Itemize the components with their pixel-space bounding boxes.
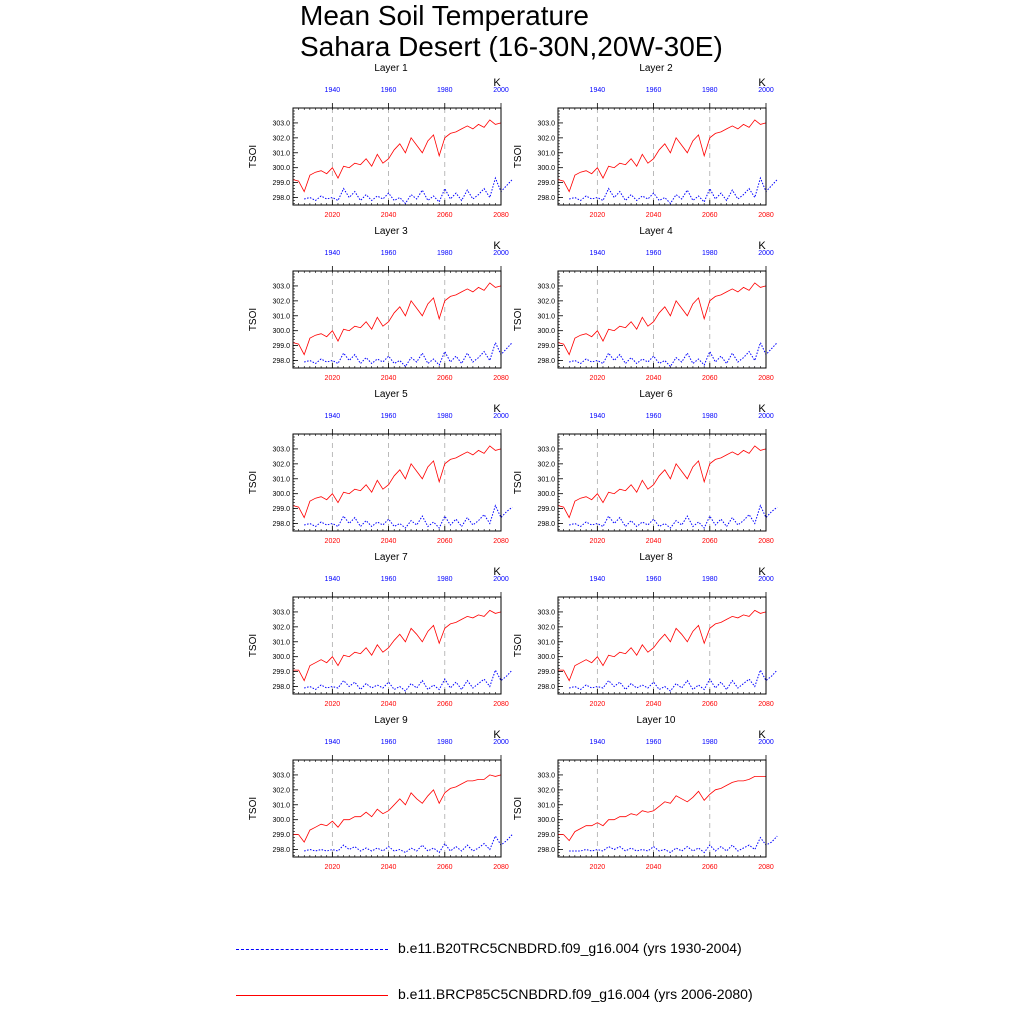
y-tick-label: 299.0 xyxy=(272,180,290,188)
y-tick-label: 303.0 xyxy=(272,120,290,128)
y-tick-label: 298.0 xyxy=(272,521,290,529)
y-tick-label: 301.0 xyxy=(537,639,555,647)
panel-title: Layer 4 xyxy=(639,226,673,237)
y-tick-label: 300.0 xyxy=(272,328,290,336)
units-label: K xyxy=(493,77,501,89)
x-tick-label-bottom: 2060 xyxy=(701,375,718,382)
y-axis-label: TSOI xyxy=(513,144,524,169)
y-tick-label: 301.0 xyxy=(537,802,555,810)
series-line-future xyxy=(558,283,766,355)
units-label: K xyxy=(758,77,766,89)
y-axis-label: TSOI xyxy=(513,307,524,332)
y-tick-label: 299.0 xyxy=(272,832,290,840)
x-tick-label-bottom: 2060 xyxy=(436,538,453,545)
y-tick-label: 303.0 xyxy=(272,446,290,454)
x-tick-label-top: 1980 xyxy=(436,576,453,583)
x-tick-label-top: 1960 xyxy=(380,87,397,94)
panel-title: Layer 8 xyxy=(639,552,673,563)
series-line-historical xyxy=(304,178,512,203)
plot-frame xyxy=(558,108,766,205)
x-tick-label-top: 2000 xyxy=(493,250,509,257)
series-line-future xyxy=(558,120,766,192)
series-line-historical xyxy=(304,506,512,528)
x-tick-label-top: 1940 xyxy=(589,576,606,583)
y-tick-label: 302.0 xyxy=(272,298,290,306)
y-tick-label: 301.0 xyxy=(272,476,290,484)
x-tick-label-top: 1980 xyxy=(701,87,718,94)
plot-frame xyxy=(293,597,501,694)
x-tick-label-top: 1940 xyxy=(589,250,606,257)
panel-title: Layer 10 xyxy=(636,715,676,726)
units-label: K xyxy=(493,403,501,415)
x-tick-label-bottom: 2060 xyxy=(436,375,453,382)
y-tick-label: 299.0 xyxy=(272,343,290,351)
x-tick-label-top: 2000 xyxy=(758,739,774,746)
y-axis-label: TSOI xyxy=(248,307,259,332)
x-tick-label-top: 1980 xyxy=(701,413,718,420)
x-tick-label-bottom: 2020 xyxy=(589,212,606,219)
x-tick-label-bottom: 2060 xyxy=(701,701,718,708)
legend-line-future xyxy=(236,995,388,996)
y-tick-label: 299.0 xyxy=(537,343,555,351)
y-tick-label: 303.0 xyxy=(272,772,290,780)
legend-label-historical: b.e11.B20TRC5CNBDRD.f09_g16.004 (yrs 1930-2004) xyxy=(398,940,742,956)
y-tick-label: 298.0 xyxy=(537,684,555,692)
y-tick-label: 302.0 xyxy=(537,624,555,632)
x-tick-label-top: 1960 xyxy=(380,250,397,257)
x-tick-label-top: 1940 xyxy=(324,576,341,583)
y-axis-label: TSOI xyxy=(513,470,524,495)
y-axis-label: TSOI xyxy=(248,144,259,169)
x-tick-label-bottom: 2080 xyxy=(493,701,509,708)
x-tick-label-bottom: 2020 xyxy=(324,864,341,871)
panel-title: Layer 6 xyxy=(639,389,673,400)
x-tick-label-top: 1940 xyxy=(589,413,606,420)
y-tick-label: 300.0 xyxy=(537,165,555,173)
y-tick-label: 298.0 xyxy=(537,358,555,366)
y-tick-label: 299.0 xyxy=(537,832,555,840)
y-tick-label: 301.0 xyxy=(537,150,555,158)
chart-title-line2: Sahara Desert (16-30N,20W-30E) xyxy=(300,31,723,62)
x-tick-label-top: 1940 xyxy=(324,250,341,257)
x-tick-label-top: 1980 xyxy=(701,739,718,746)
y-tick-label: 302.0 xyxy=(272,135,290,143)
series-line-historical xyxy=(569,670,777,691)
legend-line-historical xyxy=(236,949,388,950)
x-tick-label-top: 2000 xyxy=(493,739,509,746)
y-tick-label: 300.0 xyxy=(537,491,555,499)
plot-frame xyxy=(558,271,766,368)
x-tick-label-top: 1960 xyxy=(645,250,662,257)
x-tick-label-bottom: 2020 xyxy=(589,375,606,382)
x-tick-label-top: 1980 xyxy=(436,250,453,257)
panel-title: Layer 3 xyxy=(374,226,408,237)
x-tick-label-bottom: 2080 xyxy=(493,864,509,871)
x-tick-label-top: 1980 xyxy=(701,576,718,583)
x-tick-label-top: 1940 xyxy=(324,87,341,94)
y-tick-label: 300.0 xyxy=(537,817,555,825)
y-tick-label: 303.0 xyxy=(272,609,290,617)
y-tick-label: 299.0 xyxy=(272,669,290,677)
x-tick-label-bottom: 2040 xyxy=(645,375,662,382)
y-tick-label: 303.0 xyxy=(537,609,555,617)
series-line-future xyxy=(293,610,501,680)
y-tick-label: 302.0 xyxy=(537,787,555,795)
x-tick-label-bottom: 2020 xyxy=(324,701,341,708)
y-tick-label: 298.0 xyxy=(272,195,290,203)
series-line-future xyxy=(558,446,766,518)
panel-title: Layer 1 xyxy=(374,63,408,74)
y-tick-label: 301.0 xyxy=(272,802,290,810)
y-axis-label: TSOI xyxy=(248,796,259,821)
y-tick-label: 301.0 xyxy=(537,313,555,321)
x-tick-label-bottom: 2040 xyxy=(645,212,662,219)
x-tick-label-top: 2000 xyxy=(758,250,774,257)
series-line-historical xyxy=(569,506,777,528)
x-tick-label-bottom: 2040 xyxy=(645,864,662,871)
series-line-future xyxy=(293,283,501,355)
plot-frame xyxy=(558,434,766,531)
y-axis-label: TSOI xyxy=(513,633,524,658)
series-line-future xyxy=(293,775,501,842)
x-tick-label-bottom: 2080 xyxy=(758,375,774,382)
y-tick-label: 298.0 xyxy=(272,358,290,366)
plot-frame xyxy=(293,760,501,857)
x-tick-label-bottom: 2040 xyxy=(380,375,397,382)
plot-frame xyxy=(558,597,766,694)
y-tick-label: 303.0 xyxy=(537,120,555,128)
chart-title-line1: Mean Soil Temperature xyxy=(300,0,589,31)
x-tick-label-top: 1960 xyxy=(645,576,662,583)
y-tick-label: 303.0 xyxy=(537,772,555,780)
plot-frame xyxy=(293,108,501,205)
plot-frame xyxy=(293,434,501,531)
x-tick-label-top: 1980 xyxy=(701,250,718,257)
y-tick-label: 300.0 xyxy=(272,654,290,662)
y-tick-label: 299.0 xyxy=(272,506,290,514)
series-line-historical xyxy=(304,670,512,691)
x-tick-label-bottom: 2080 xyxy=(493,538,509,545)
x-tick-label-bottom: 2020 xyxy=(589,864,606,871)
series-line-future xyxy=(293,446,501,518)
units-label: K xyxy=(493,729,501,741)
series-line-historical xyxy=(569,836,777,852)
x-tick-label-top: 1960 xyxy=(380,576,397,583)
y-tick-label: 300.0 xyxy=(537,654,555,662)
x-tick-label-top: 1980 xyxy=(436,87,453,94)
x-tick-label-top: 2000 xyxy=(758,576,774,583)
x-tick-label-bottom: 2060 xyxy=(701,212,718,219)
units-label: K xyxy=(493,240,501,252)
y-tick-label: 303.0 xyxy=(537,283,555,291)
units-label: K xyxy=(758,566,766,578)
series-line-historical xyxy=(304,343,512,367)
series-line-future xyxy=(558,610,766,680)
x-tick-label-top: 1980 xyxy=(436,739,453,746)
panel-title: Layer 7 xyxy=(374,552,408,563)
y-tick-label: 300.0 xyxy=(537,328,555,336)
x-tick-label-bottom: 2040 xyxy=(380,212,397,219)
x-tick-label-bottom: 2020 xyxy=(589,538,606,545)
series-line-historical xyxy=(304,835,512,853)
x-tick-label-bottom: 2020 xyxy=(324,538,341,545)
y-axis-label: TSOI xyxy=(248,470,259,495)
plot-frame xyxy=(558,760,766,857)
y-tick-label: 302.0 xyxy=(537,461,555,469)
y-tick-label: 302.0 xyxy=(272,461,290,469)
y-tick-label: 303.0 xyxy=(272,283,290,291)
x-tick-label-bottom: 2040 xyxy=(380,538,397,545)
x-tick-label-bottom: 2080 xyxy=(493,212,509,219)
x-tick-label-top: 1960 xyxy=(380,413,397,420)
x-tick-label-top: 1960 xyxy=(645,739,662,746)
x-tick-label-bottom: 2060 xyxy=(436,212,453,219)
panel-title: Layer 9 xyxy=(374,715,408,726)
y-tick-label: 298.0 xyxy=(537,195,555,203)
legend-label-future: b.e11.BRCP85C5CNBDRD.f09_g16.004 (yrs 2006-2080) xyxy=(398,986,753,1002)
y-tick-label: 298.0 xyxy=(537,847,555,855)
x-tick-label-top: 2000 xyxy=(493,413,509,420)
y-tick-label: 299.0 xyxy=(537,180,555,188)
x-tick-label-bottom: 2080 xyxy=(758,212,774,219)
x-tick-label-bottom: 2060 xyxy=(701,538,718,545)
y-tick-label: 300.0 xyxy=(272,817,290,825)
x-tick-label-bottom: 2060 xyxy=(436,701,453,708)
x-tick-label-top: 2000 xyxy=(493,87,509,94)
x-tick-label-bottom: 2040 xyxy=(380,864,397,871)
x-tick-label-bottom: 2060 xyxy=(436,864,453,871)
y-tick-label: 300.0 xyxy=(272,491,290,499)
y-tick-label: 302.0 xyxy=(272,624,290,632)
x-tick-label-top: 2000 xyxy=(758,87,774,94)
y-tick-label: 301.0 xyxy=(537,476,555,484)
y-axis-label: TSOI xyxy=(513,796,524,821)
x-tick-label-top: 1940 xyxy=(589,87,606,94)
x-tick-label-top: 1960 xyxy=(645,87,662,94)
x-tick-label-top: 1980 xyxy=(436,413,453,420)
plot-frame xyxy=(293,271,501,368)
x-tick-label-bottom: 2080 xyxy=(493,375,509,382)
y-tick-label: 301.0 xyxy=(272,639,290,647)
x-tick-label-top: 1940 xyxy=(324,413,341,420)
units-label: K xyxy=(493,566,501,578)
panel-title: Layer 2 xyxy=(639,63,673,74)
y-tick-label: 298.0 xyxy=(272,684,290,692)
panel-title: Layer 5 xyxy=(374,389,408,400)
x-tick-label-top: 2000 xyxy=(493,576,509,583)
x-tick-label-bottom: 2020 xyxy=(324,212,341,219)
units-label: K xyxy=(758,240,766,252)
x-tick-label-bottom: 2040 xyxy=(380,701,397,708)
y-tick-label: 301.0 xyxy=(272,313,290,321)
y-tick-label: 302.0 xyxy=(537,135,555,143)
y-tick-label: 299.0 xyxy=(537,669,555,677)
series-line-historical xyxy=(569,343,777,367)
x-tick-label-top: 2000 xyxy=(758,413,774,420)
y-tick-label: 298.0 xyxy=(537,521,555,529)
series-line-future xyxy=(293,120,501,192)
units-label: K xyxy=(758,403,766,415)
x-tick-label-top: 1940 xyxy=(589,739,606,746)
x-tick-label-bottom: 2080 xyxy=(758,701,774,708)
y-tick-label: 301.0 xyxy=(272,150,290,158)
series-line-historical xyxy=(569,178,777,203)
x-tick-label-bottom: 2060 xyxy=(701,864,718,871)
y-axis-label: TSOI xyxy=(248,633,259,658)
y-tick-label: 303.0 xyxy=(537,446,555,454)
x-tick-label-bottom: 2020 xyxy=(324,375,341,382)
x-tick-label-bottom: 2040 xyxy=(645,701,662,708)
series-line-future xyxy=(558,776,766,840)
x-tick-label-bottom: 2020 xyxy=(589,701,606,708)
x-tick-label-bottom: 2080 xyxy=(758,538,774,545)
y-tick-label: 300.0 xyxy=(272,165,290,173)
y-tick-label: 302.0 xyxy=(272,787,290,795)
x-tick-label-top: 1940 xyxy=(324,739,341,746)
x-tick-label-bottom: 2040 xyxy=(645,538,662,545)
y-tick-label: 299.0 xyxy=(537,506,555,514)
x-tick-label-top: 1960 xyxy=(380,739,397,746)
y-tick-label: 302.0 xyxy=(537,298,555,306)
units-label: K xyxy=(758,729,766,741)
x-tick-label-bottom: 2080 xyxy=(758,864,774,871)
x-tick-label-top: 1960 xyxy=(645,413,662,420)
y-tick-label: 298.0 xyxy=(272,847,290,855)
